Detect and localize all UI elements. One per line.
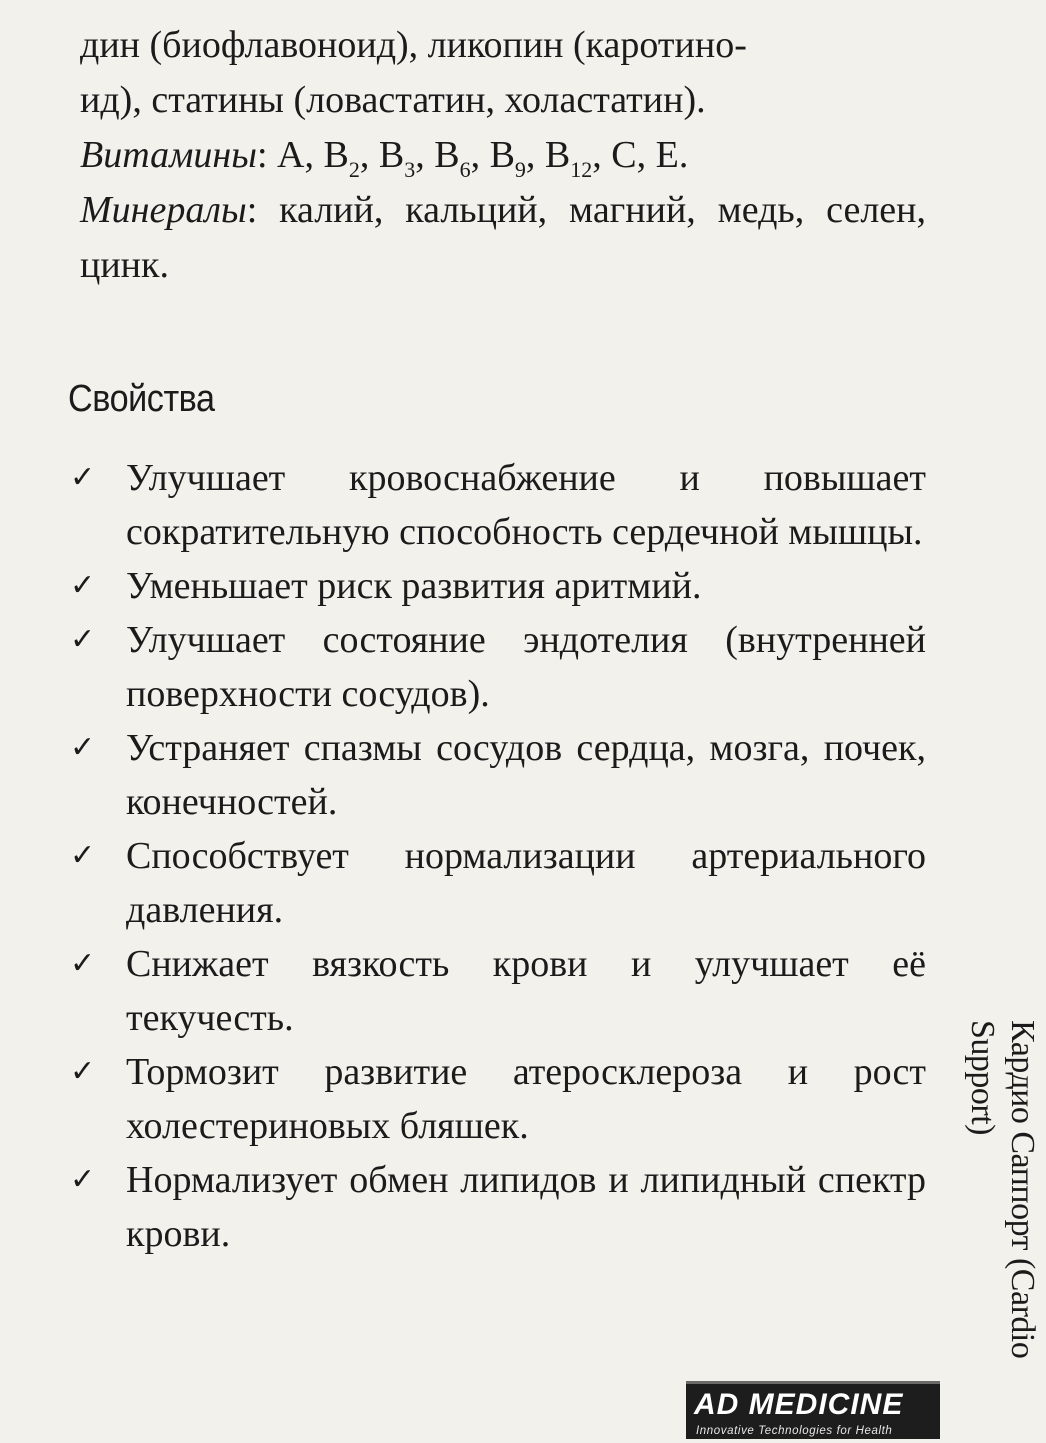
list-item: ✓ Улучшает кровоснабжение и повышает сократительную способность сердечной мышцы. <box>80 451 926 559</box>
publisher-logo <box>686 1381 940 1439</box>
checkmark-icon: ✓ <box>70 460 96 495</box>
checkmark-icon: ✓ <box>70 622 96 657</box>
list-item: ✓ Тормозит развитие атеросклероза и рост холестериновых бляшек. <box>80 1045 926 1153</box>
list-item: ✓ Уменьшает риск развития аритмий. <box>80 559 926 613</box>
vitamins-line: Витамины: A, $B_2$, $B_3$, $B_6$, $B_9$, $B_{12}$, C, E. <box>80 134 689 182</box>
side-running-title: Кардио Саппорт (Cardio Support) <box>964 1020 1041 1359</box>
checkmark-icon: ✓ <box>70 946 96 981</box>
list-item: ✓ Устраняет спазмы сосудов сердца, мозга, почек, конечностей. <box>80 721 926 829</box>
minerals-label: Минералы <box>80 189 247 231</box>
checkmark-icon: ✓ <box>70 1162 96 1197</box>
checkmark-icon: ✓ <box>70 838 96 873</box>
page-content <box>68 18 926 1261</box>
logo-tagline: Innovative Technologies for Health <box>696 1425 893 1437</box>
section-heading: Свойства <box>68 378 215 420</box>
intro-line-2: ид), статины (ловастатин, холастатин). <box>80 79 706 121</box>
checkmark-icon: ✓ <box>70 730 96 765</box>
list-item: ✓ Улучшает состояние эндотелия (внутренней поверхности сосудов). <box>80 613 926 721</box>
checkmark-icon: ✓ <box>70 568 96 603</box>
list-item: ✓ Нормализует обмен липидов и липидный спектр крови. <box>80 1153 926 1261</box>
minerals-text: : калий, кальций, магний, медь, селен, цинк. <box>80 189 926 286</box>
vitamins-label: Витамины <box>80 134 257 176</box>
properties-list <box>70 451 926 1261</box>
minerals-line <box>80 183 926 293</box>
intro-line-1: дин (биофлавоноид), ликопин (каротино- <box>80 24 747 66</box>
logo-name: AD MEDICINE <box>694 1388 904 1421</box>
checkmark-icon: ✓ <box>70 1054 96 1089</box>
list-item: ✓ Снижает вязкость крови и улучшает её текучесть. <box>80 937 926 1045</box>
list-item: ✓ Способствует нормализации артериального давления. <box>80 829 926 937</box>
